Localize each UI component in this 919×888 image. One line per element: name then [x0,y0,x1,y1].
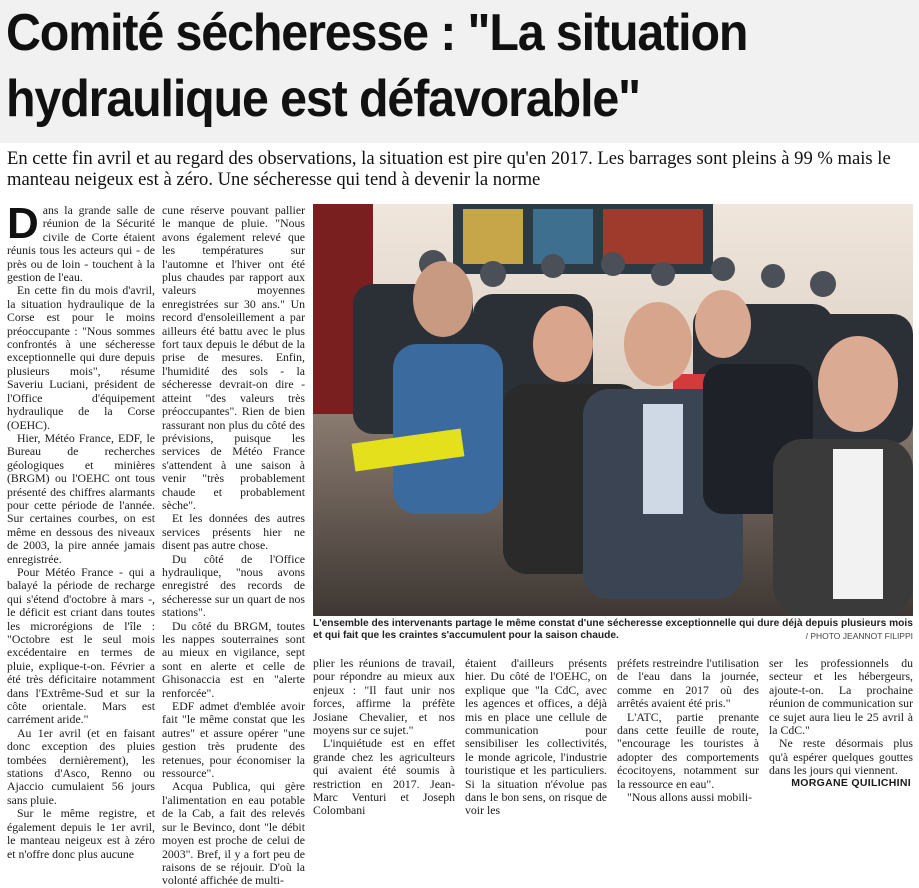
paragraph: En cette fin du mois d'avril, la situation hydraulique de la Corse est pour le moins préoccupante : "Nous sommes confrontés à une sécheresse exceptionnelle qui dure depuis plusieurs mois", résume Saveriu Luciani, président de l'Office d'équipement hydraulique de la Corse (OEHC). [7,283,155,432]
paragraph: Au 1er avril (et en faisant donc exception des pluies tombées dernièrement), les stations d'Asco, Renno ou Ajaccio cumulaient 56 jours sans pluie. [7,725,155,807]
author-byline: MORGANE QUILICHINI [791,777,911,789]
drop-cap: D [7,199,39,248]
paragraph: ser les professionnels du secteur et les hébergeurs, ajoute-t-on. La prochaine réunion de communication sur ce sujet aura lieu le 25 avril à la CdC." [769,656,913,738]
paragraph: étaient d'ailleurs présents hier. Du côté de l'OEHC, on explique que "la CdC, avec les agences et offices, a déjà mis en place une cellule de communication pour sensibiliser les collectivités, le monde agricole, l'industrie touristique et les particuliers. Si la situation n'évolue pas dans le bon sens, on risque de voir les [465,656,607,818]
paragraph: "Nous allons aussi mobili- [627,790,753,805]
photo-credit: / PHOTO JEANNOT FILIPPI [805,631,913,641]
paragraph: L'inquiétude est en effet grande chez les agriculteurs qui avaient été soumis à restriction en 2017. Jean-Marc Venturi et Joseph Colombani [313,736,455,818]
paragraph: EDF admet d'emblée avoir fait "le même constat que les autres" et assure opérer "une gestion très prudente des retenues, pour économiser la ressource". [162,699,305,781]
paragraph: Ne reste désormais plus qu'à espérer quelques gouttes dans les jours qui viennent. [769,736,913,778]
paragraph: ans la grande salle de réunion de la Sécurité civile de Corte étaient réunis tous les acteurs qui - de près ou de loin - touchent à la gestion de l'eau. [7,203,155,285]
article-column-2 [162,203,305,888]
article-column-5 [617,656,759,805]
article-column-1 [7,199,155,861]
article-column-4 [465,656,607,818]
paragraph: Et les données des autres services présents hier ne disent pas autre chose. [162,511,305,553]
paragraph: préfets restreindre l'utilisation de l'eau dans la journée, comme en 2017 où des arrêtés avaient été pris." [617,656,759,711]
headline-banner [0,0,919,143]
article-column-6 [769,657,913,790]
meeting-photo-illustration [313,204,913,616]
paragraph: Hier, Météo France, EDF, le Bureau de recherches géologiques et minières (BRGM) ou l'OEHC ont tous présenté des chiffres alarmants pour cette période de l'année. Sur certaines courbes, on est même en dessous des niveaux de 2003, la pire année jamais enregistrée. [7,430,155,566]
caption-text: L'ensemble des intervenants partage le même constat d'une sécheresse exceptionnelle qui dure déjà depuis plusieurs mois et qui fait que les craintes s'accumulent pour la saison chaude. [313,618,913,641]
headline: Comité sécheresse : "La situation hydraulique est défavorable" [6,4,748,128]
paragraph: plier les réunions de travail, pour répondre au mieux aux enjeux : "Il faut unir nos forces, affirme la préfète Josiane Chevalier, et nos moyens sur ce sujet." [313,656,455,738]
paragraph: Pour Météo France - qui a balayé la période de recharge qui s'étend d'octobre à mars -, le déficit est criant dans toutes les microrégions de l'île : "Octobre est le seul mois excédentaire en termes de pluie, explique-t-on. Février a été très déficitaire notamment dans l'Extrême-Sud et sur la côte orientale. Mars est carrément aride." [7,564,155,727]
paragraph: Acqua Publica, qui gère l'alimentation en eau potable de la Cab, a fait des relevés sur le Bevinco, dont "le débit moyen est proche de celui de 2003". Bref, il y a fort peu de raisons de se réjouir. D'où la volonté affichée de multi- [162,779,305,888]
meeting-photo [313,204,913,616]
paragraph: cune réserve pouvant pallier le manque de pluie. "Nous avons également relevé que les températures sur l'automne et l'hiver ont été plus chaudes par rapport aux valeurs moyennes enregistrées sur 30 ans." Un record d'ensoleillement a par ailleurs été battu avec le plus fort taux depuis le début de la prise de mesures. Enfin, l'humidité des sols - la sécheresse devrait-on dire - atteint "des valeurs très préoccupantes". Rien de bien rassurant non plus du côté des prévisions, puisque les services de Météo France s'attendent à une saison à venir "très probablement chaude et probablement sèche". [162,203,305,512]
paragraph: Sur le même registre, et également depuis le 1er avril, le manteau neigeux est à zéro et n'offre donc plus aucune [7,806,155,861]
lead-paragraph: En cette fin avril et au regard des observations, la situation est pire qu'en 2017. Les barrages sont pleins à 99 % mais le manteau neigeux est à zéro. Une sécheresse qui tend à devenir la norme [7,148,891,190]
paragraph: Du côté de l'Office hydraulique, "nous avons enregistré des records de sécheresse sur un quart de nos stations". [162,551,305,620]
paragraph: L'ATC, partie prenante dans cette feuille de route, "encourage les touristes à adopter des comportements écocitoyens, notamment sur la ressource en eau". [617,709,759,791]
paragraph: Du côté du BRGM, toutes les nappes souterraines sont au mieux en vigilance, sept sont en alerte et celle de Ghisonaccia est en "alerte renforcée". [162,618,305,700]
article-column-3 [313,656,455,818]
photo-caption [313,618,913,642]
